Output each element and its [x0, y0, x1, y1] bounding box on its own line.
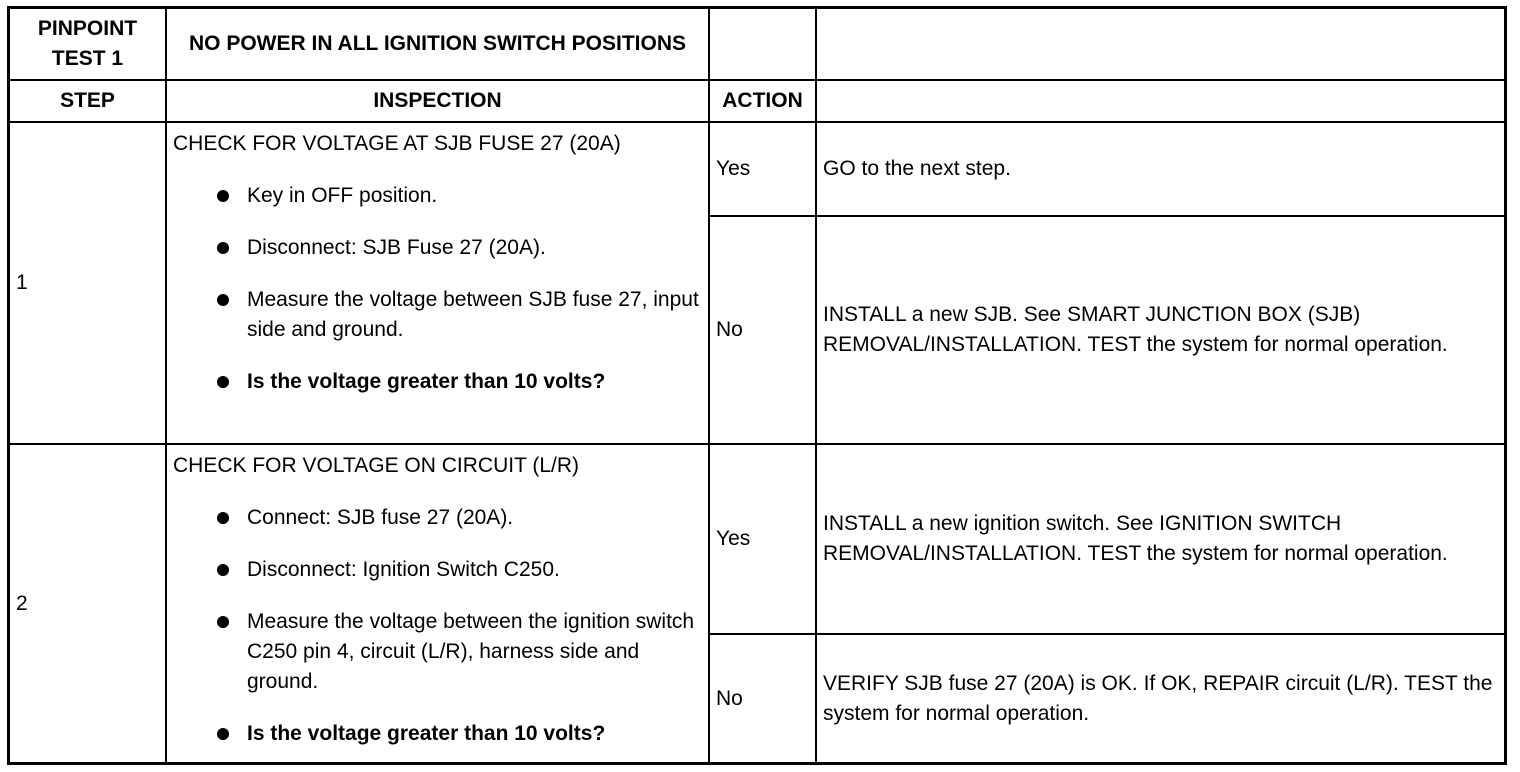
bullet-text: Measure the voltage between the ignition switch C250 pin 4, circuit (L/R), harness side and ground.: [247, 610, 695, 693]
step-2-yes-label: [710, 445, 817, 635]
bullet-text: Connect: SJB fuse 27 (20A).: [247, 506, 514, 529]
step-1-bullet-list: [173, 181, 700, 397]
step-number: [10, 123, 167, 445]
yes-label-text: Yes: [716, 527, 751, 550]
no-label-text: No: [716, 318, 743, 341]
list-item: [213, 555, 700, 585]
column-header-empty: [817, 81, 1504, 123]
yes-label-text: Yes: [716, 157, 751, 180]
test-title-text: NO POWER IN ALL IGNITION SWITCH POSITIONS: [188, 32, 686, 55]
step-number: [10, 445, 167, 762]
pinpoint-test-table: [7, 6, 1507, 765]
question-text: Is the voltage greater than 10 volts?: [247, 370, 606, 393]
bullet-text: Disconnect: Ignition Switch C250.: [247, 558, 560, 581]
pinpoint-test-text: PINPOINT TEST 1: [37, 17, 138, 70]
list-item: [213, 367, 700, 397]
column-header-step: [10, 81, 167, 123]
bullet-icon: [217, 242, 229, 254]
step-1-inspection: [167, 123, 710, 445]
step-2-inspection: [167, 445, 710, 762]
bullet-text: Disconnect: SJB Fuse 27 (20A).: [247, 236, 546, 259]
test-title: [167, 9, 710, 81]
no-action-text: VERIFY SJB fuse 27 (20A) is OK. If OK, REPAIR circuit (L/R). TEST the system for normal operation.: [823, 671, 1493, 725]
step-1-yes-label: [710, 123, 817, 217]
list-item: [213, 181, 700, 211]
bullet-icon: [217, 616, 229, 628]
pinpoint-test-label: [10, 9, 167, 81]
step-1-number: 1: [16, 271, 28, 294]
header-empty-action: [710, 9, 817, 81]
list-item: [213, 503, 700, 533]
list-item: [213, 285, 700, 345]
step-2-bullet-list: [173, 503, 700, 749]
column-header-action-text: ACTION: [722, 89, 803, 112]
step-2-no-label: [710, 635, 817, 762]
step-1-title: CHECK FOR VOLTAGE AT SJB FUSE 27 (20A): [173, 132, 621, 155]
bullet-icon: [217, 294, 229, 306]
step-1-yes-action: [817, 123, 1504, 217]
list-item: [213, 719, 700, 749]
list-item: [213, 233, 700, 263]
list-item: [213, 607, 700, 697]
step-2-number: 2: [16, 591, 28, 615]
bullet-icon: [217, 376, 229, 388]
column-header-action: [710, 81, 817, 123]
no-action-text: INSTALL a new SJB. See SMART JUNCTION BOX (SJB) REMOVAL/INSTALLATION. TEST the system for normal operation.: [823, 303, 1448, 356]
bullet-text: Key in OFF position.: [247, 184, 438, 207]
step-2-title: CHECK FOR VOLTAGE ON CIRCUIT (L/R): [173, 454, 580, 477]
header-empty-result: [817, 9, 1504, 81]
bullet-icon: [217, 512, 229, 524]
step-2-no-action: [817, 635, 1504, 762]
bullet-icon: [217, 728, 229, 740]
bullet-text: Measure the voltage between SJB fuse 27, input side and ground.: [247, 288, 699, 341]
column-header-inspection-text: INSPECTION: [373, 89, 502, 112]
bullet-icon: [217, 564, 229, 576]
column-header-step-text: STEP: [60, 89, 115, 112]
column-header-inspection: [167, 81, 710, 123]
step-1-no-label: [710, 217, 817, 445]
bullet-icon: [217, 190, 229, 202]
step-1-no-action: [817, 217, 1504, 445]
yes-action-text: GO to the next step.: [823, 157, 1011, 180]
yes-action-text: INSTALL a new ignition switch. See IGNITION SWITCH REMOVAL/INSTALLATION. TEST the system for normal operation.: [823, 512, 1448, 565]
no-label-text: No: [716, 686, 743, 710]
question-text: Is the voltage greater than 10 volts?: [247, 722, 606, 745]
step-2-yes-action: [817, 445, 1504, 635]
